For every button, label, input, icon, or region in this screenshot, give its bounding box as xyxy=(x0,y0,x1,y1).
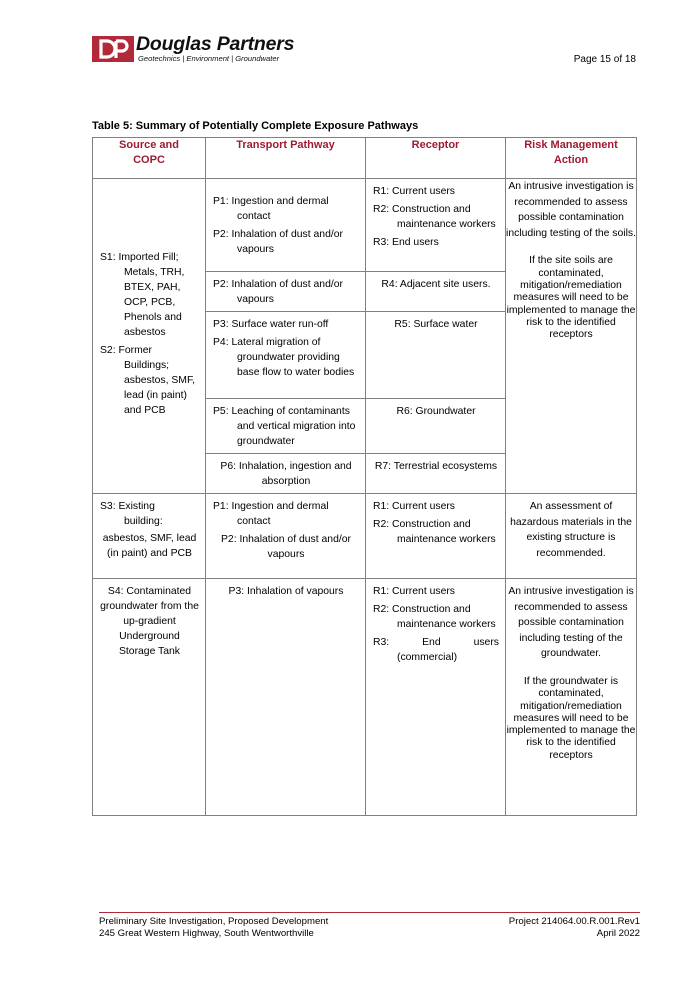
footer-right: Project 214064.00.R.001.Rev1 April 2022 xyxy=(508,916,640,939)
risk-action-text: An intrusive investigation is recommended to assess possible contamination including testing of the soils. xyxy=(506,181,636,239)
receptor-item: R2: Construction and maintenance workers xyxy=(373,204,496,230)
receptor-item: R3: End users xyxy=(373,237,439,248)
company-logo xyxy=(92,34,322,66)
risk-action-text: An intrusive investigation is recommended to assess possible contamination including testing of the groundwater. xyxy=(508,586,634,660)
receptor-item: R7: Terrestrial ecosystems xyxy=(374,461,498,472)
risk-action-text: If the site soils are contaminated, mitigation/remediation measures will need to be implemented to manage the risk to the identified receptors xyxy=(506,255,636,341)
douglas-partners-logo-icon xyxy=(92,36,134,62)
logo-tagline: Geotechnics | Environment | Groundwater xyxy=(138,54,280,63)
pathway-cell xyxy=(206,399,366,454)
pathway-cell xyxy=(206,179,366,272)
pathway-item: P2: Inhalation of dust and/or vapours xyxy=(221,534,351,560)
header-risk: Risk Management Action xyxy=(506,138,637,179)
pathway-item: P6: Inhalation, ingestion and absorption xyxy=(220,461,352,487)
pathway-item: P1: Ingestion and dermal contact xyxy=(213,196,329,222)
table-header-row xyxy=(93,138,637,179)
risk-action-text: If the groundwater is contaminated, mitigation/remediation measures will need to be implemented to manage the risk to the identified receptors xyxy=(506,675,636,761)
pathway-item: P2: Inhalation of dust and/or vapours xyxy=(213,279,343,305)
receptor-item: R1: Current users xyxy=(373,501,455,512)
source-s3-line: asbestos, SMF, lead (in paint) and PCB xyxy=(102,533,197,559)
receptor-item: R2: Construction and maintenance workers xyxy=(373,604,496,630)
page-number: Page 15 of 18 xyxy=(573,54,636,65)
source-s3-line: S3: Existing xyxy=(100,501,155,512)
source-cell-s1-s2 xyxy=(93,179,206,494)
receptor-cell xyxy=(366,179,506,272)
footer-divider xyxy=(99,912,640,913)
pathway-cell xyxy=(206,579,366,816)
receptor-item: R2: Construction and maintenance workers xyxy=(373,519,496,545)
header-transport: Transport Pathway xyxy=(206,138,366,179)
source-s4: S4: Contaminated groundwater from the up-gradient Underground Storage Tank xyxy=(100,586,199,657)
table-title: Table 5: Summary of Potentially Complete Exposure Pathways xyxy=(92,120,419,132)
table-row xyxy=(93,179,637,272)
risk-action-text: An assessment of hazardous materials in the existing structure is recommended. xyxy=(510,501,632,559)
table-row xyxy=(93,494,637,579)
source-s2: S2: Former Buildings; asbestos, SMF, lead (in paint) and PCB xyxy=(100,345,196,416)
pathway-item: P4: Lateral migration of groundwater providing base flow to water bodies xyxy=(213,337,355,378)
table-row xyxy=(93,579,637,816)
receptor-item: R5: Surface water xyxy=(394,319,478,330)
header-source: Source and COPC xyxy=(93,138,206,179)
source-cell-s3 xyxy=(93,494,206,579)
source-cell-s4 xyxy=(93,579,206,816)
pathway-item: P3: Inhalation of vapours xyxy=(228,586,344,597)
receptor-cell xyxy=(366,454,506,494)
receptor-item-r3: R3: End users (commercial) xyxy=(373,637,499,663)
pathway-item: P2: Inhalation of dust and/or vapours xyxy=(213,229,343,255)
risk-action-cell-2 xyxy=(506,494,637,579)
receptor-cell xyxy=(366,272,506,312)
pathway-cell xyxy=(206,454,366,494)
receptor-item: R6: Groundwater xyxy=(396,406,476,417)
receptor-item: R1: Current users xyxy=(373,586,455,597)
receptor-cell xyxy=(366,312,506,399)
header-receptor: Receptor xyxy=(366,138,506,179)
receptor-cell xyxy=(366,579,506,816)
footer-left: Preliminary Site Investigation, Proposed Development 245 Great Western Highway, South Wentworthville xyxy=(99,916,329,939)
source-s1: S1: Imported Fill; Metals, TRH, BTEX, PAH, OCP, PCB, Phenols and asbestos xyxy=(100,252,185,338)
pathway-cell xyxy=(206,494,366,579)
receptor-cell xyxy=(366,399,506,454)
pathway-cell xyxy=(206,312,366,399)
pathway-cell xyxy=(206,272,366,312)
pathway-item: P1: Ingestion and dermal contact xyxy=(213,501,329,527)
receptor-item: R1: Current users xyxy=(373,186,455,197)
source-s3-line: building: xyxy=(124,516,163,527)
risk-action-cell-1 xyxy=(506,179,637,494)
receptor-item: R4: Adjacent site users. xyxy=(381,279,491,290)
exposure-pathways-table xyxy=(92,137,637,816)
pathway-item: P3: Surface water run-off xyxy=(213,319,329,330)
logo-name: Douglas Partners xyxy=(136,33,295,55)
receptor-cell xyxy=(366,494,506,579)
risk-action-cell-3 xyxy=(506,579,637,816)
pathway-item: P5: Leaching of contaminants and vertical migration into groundwater xyxy=(213,406,356,447)
